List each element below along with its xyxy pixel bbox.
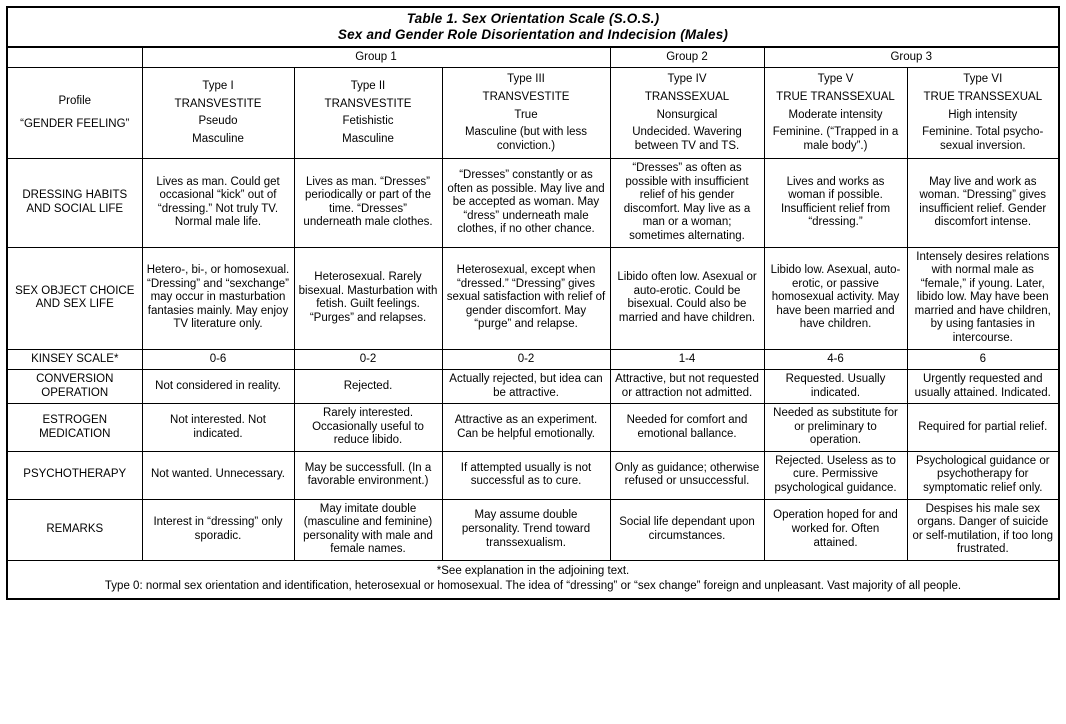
table-cell: May be successfull. (In a favorable environment.) [294,451,442,499]
table-cell: 0-2 [294,349,442,370]
table-cell: Heterosexual, except when “dressed.” “Dressing” gives sexual satisfaction with relief of gender discomfort. May “purge” and relapse. [442,247,610,349]
row-label-profile [7,68,142,159]
profile-feeling: Undecided. Wavering between TV and TS. [632,126,742,152]
table-cell: Heterosexual. Rarely bisexual. Masturbation with fetish. Guilt feelings. “Purges” and relapses. [294,247,442,349]
profile-type: Type I [202,80,234,93]
table-cell: Lives and works as woman if possible. Insufficient relief from “dressing.” [764,159,907,247]
table-cell: Urgently requested and usually attained. Indicated. [907,370,1059,404]
table-title-line-1: Table 1. Sex Orientation Scale (S.O.S.) [406,11,660,26]
row-label: KINSEY SCALE* [7,349,142,370]
group-header-2: Group 2 [610,47,764,68]
group-header-1: Group 1 [142,47,610,68]
row-label: DRESSING HABITS AND SOCIAL LIFE [7,159,142,247]
table-row [7,159,1059,247]
sos-table [6,6,1060,600]
table-cell: Lives as man. “Dresses” periodically or part of the time. “Dresses” underneath male clothes. [294,159,442,247]
row-label: SEX OBJECT CHOICE AND SEX LIFE [7,247,142,349]
table-row [7,349,1059,370]
table-cell: Interest in “dressing” only sporadic. [142,499,294,560]
table-cell: “Dresses” as often as possible with insufficient relief of his gender discomfort. May live as a man or a woman; sometimes alternating. [610,159,764,247]
profile-column-4 [610,68,764,159]
footnotes-row [7,560,1059,599]
table-row [7,499,1059,560]
profile-modifier: Pseudo [198,115,238,128]
table-cell: Libido often low. Asexual or auto-erotic. Could be bisexual. Could also be married and have children. [610,247,764,349]
table-cell: 0-6 [142,349,294,370]
profile-type: Type VI [963,73,1003,86]
table-cell: Requested. Usually indicated. [764,370,907,404]
table-row [7,451,1059,499]
table-cell: Libido low. Asexual, auto-erotic, or passive homosexual activity. May have been married and have children. [764,247,907,349]
table-cell: Not interested. Not indicated. [142,404,294,452]
profile-feeling: Masculine (but with less conviction.) [464,126,588,152]
profile-category: TRUE TRANSSEXUAL [776,90,895,103]
footnote-2: Type 0: normal sex orientation and identification, heterosexual or homosexual. The idea of “dressing” or “sex change” foreign and unpleasant. Vast majority of all people. [104,580,962,593]
table-cell: Not considered in reality. [142,370,294,404]
table-cell: May assume double personality. Trend toward transsexualism. [442,499,610,560]
row-label: REMARKS [7,499,142,560]
profile-feeling: Feminine. (“Trapped in a male body”.) [772,126,899,152]
profile-type: Type IV [667,73,707,86]
profile-category: TRANSSEXUAL [644,90,730,103]
row-label: ESTROGEN MEDICATION [7,404,142,452]
footnotes [7,560,1059,599]
table-cell: 0-2 [442,349,610,370]
group-header-row [7,47,1059,68]
profile-modifier: High intensity [948,108,1018,121]
table-cell: Needed as substitute for or preliminary to operation. [764,404,907,452]
table-cell: 1-4 [610,349,764,370]
table-cell: Actually rejected, but idea can be attractive. [442,370,610,404]
table-cell: 6 [907,349,1059,370]
profile-modifier: Fetishistic [342,115,394,128]
table-cell: Despises his male sex organs. Danger of suicide or self-mutilation, if too long frustrated. [907,499,1059,560]
profile-label-line-2: “GENDER FEELING” [20,118,130,131]
table-cell: Attractive as an experiment. Can be helpful emotionally. [442,404,610,452]
profile-type: Type III [507,73,545,86]
profile-modifier: Moderate intensity [788,108,883,121]
table-title-line-2: Sex and Gender Role Disorientation and Indecision (Males) [337,26,729,42]
table-cell: Operation hoped for and worked for. Often attained. [764,499,907,560]
table-cell: Rejected. [294,370,442,404]
table-cell: Lives as man. Could get occasional “kick” out of “dressing.” Not truly TV. Normal male life. [142,159,294,247]
profile-column-6 [907,68,1059,159]
row-label: CONVERSION OPERATION [7,370,142,404]
table-cell: Only as guidance; otherwise refused or unsuccessful. [610,451,764,499]
table-cell: Psychological guidance or psychotherapy for symptomatic relief only. [907,451,1059,499]
profile-modifier: True [514,108,538,121]
profile-row [7,68,1059,159]
table-cell: Needed for comfort and emotional ballance. [610,404,764,452]
table-cell: 4-6 [764,349,907,370]
table-cell: If attempted usually is not successful as to cure. [442,451,610,499]
table-cell: Rejected. Useless as to cure. Permissive psychological guidance. [764,451,907,499]
table-cell: “Dresses” constantly or as often as possible. May live and be accepted as woman. May “dress” underneath male clothes, if no other chance. [442,159,610,247]
profile-label-line-1: Profile [58,94,92,107]
profile-feeling: Masculine [192,132,244,145]
table-cell: Intensely desires relations with normal male as “female,” if young. Later, libido low. May have been married and have children, by using fantasies in intercourse. [907,247,1059,349]
table-row [7,247,1059,349]
table-cell: Social life dependant upon circumstances. [610,499,764,560]
table-row [7,404,1059,452]
table-title [7,7,1059,47]
profile-modifier: Nonsurgical [656,108,718,121]
table-cell: Rarely interested. Occasionally useful to reduce libido. [294,404,442,452]
profile-column-1 [142,68,294,159]
table-cell: Hetero-, bi-, or homosexual. “Dressing” and “sexchange” may occur in masturbation fantasies mainly. May enjoy TV literature only. [142,247,294,349]
table-cell: May imitate double (masculine and feminine) personality with male and female names. [294,499,442,560]
profile-column-2 [294,68,442,159]
profile-category: TRANSVESTITE [324,97,412,110]
profile-category: TRANSVESTITE [174,97,262,110]
footnote-1: *See explanation in the adjoining text. [436,564,630,577]
profile-category: TRANSVESTITE [482,90,570,103]
table-title-row [7,7,1059,47]
row-label: PSYCHOTHERAPY [7,451,142,499]
table-row [7,370,1059,404]
profile-column-3 [442,68,610,159]
profile-feeling: Masculine [342,132,394,145]
group-header-3: Group 3 [764,47,1059,68]
profile-type: Type V [817,73,854,86]
table-cell: Attractive, but not requested or attraction not admitted. [610,370,764,404]
profile-column-5 [764,68,907,159]
table-cell: Required for partial relief. [907,404,1059,452]
profile-category: TRUE TRANSSEXUAL [923,90,1043,103]
profile-type: Type II [350,80,386,93]
profile-feeling: Feminine. Total psycho-sexual inversion. [922,126,1044,152]
table-cell: Not wanted. Unnecessary. [142,451,294,499]
group-header-corner [7,47,142,68]
table-cell: May live and work as woman. “Dressing” gives insufficient relief. Gender discomfort intense. [907,159,1059,247]
